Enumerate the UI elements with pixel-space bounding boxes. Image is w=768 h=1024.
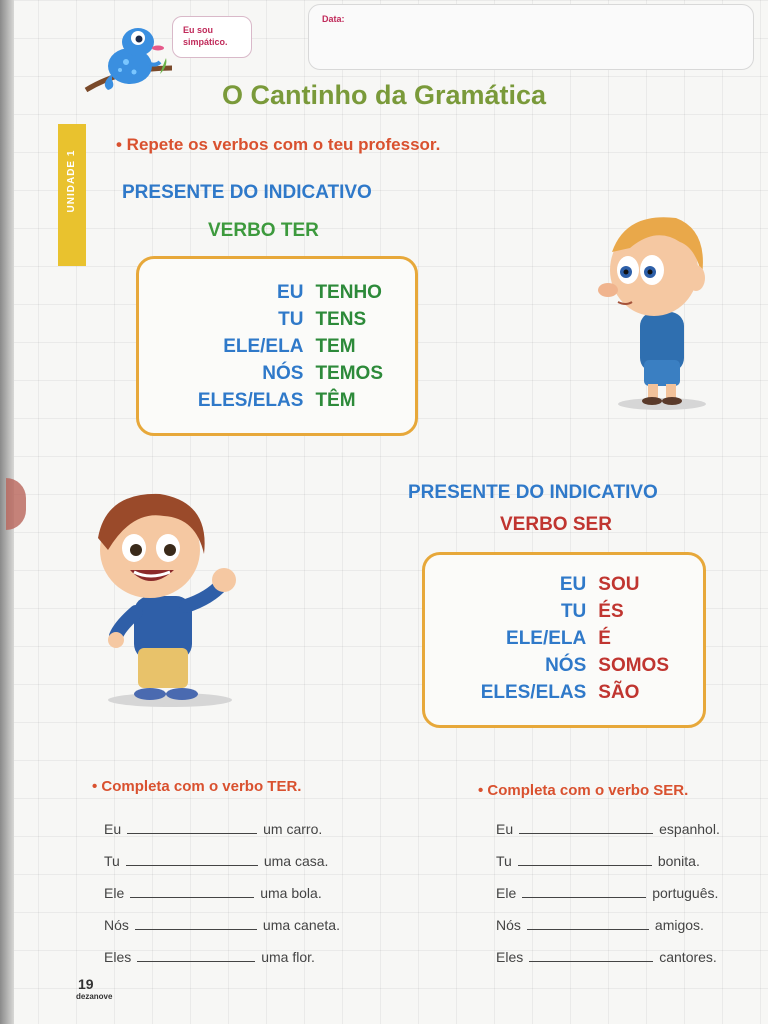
ter-heading: PRESENTE DO INDICATIVO: [122, 182, 372, 203]
pronoun: NÓS: [545, 655, 587, 676]
exercise-ending: uma caneta.: [262, 917, 340, 933]
unit-tab: [58, 124, 86, 266]
exercise-ser-row: [496, 948, 717, 965]
pronoun: ELES/ELAS: [197, 390, 304, 411]
exercise-subject: Eles: [496, 949, 524, 965]
verb-form: TEM: [315, 336, 356, 357]
answer-blank[interactable]: [518, 852, 652, 866]
exercise-subject: Eu: [104, 821, 122, 837]
binding-shadow: [6, 478, 26, 530]
exercise-ter-row: [104, 884, 322, 901]
pronoun: ELE/ELA: [506, 628, 587, 649]
pronoun: ELE/ELA: [223, 336, 304, 357]
verb-form: ÉS: [598, 601, 624, 622]
instruction: • Repete os verbos com o teu professor.: [116, 135, 441, 154]
verb-form: SOMOS: [598, 655, 669, 676]
date-label: Data:: [322, 14, 345, 24]
ter-verb-label: VERBO TER: [208, 220, 319, 241]
page-number: 19: [78, 976, 94, 992]
speech-bubble: [172, 16, 252, 58]
date-field[interactable]: [308, 4, 754, 70]
verb-form: TÊM: [315, 390, 356, 411]
exercise-ser-row: [496, 916, 704, 933]
answer-blank[interactable]: [519, 820, 653, 834]
exercise-subject: Tu: [496, 853, 512, 869]
exercise-subject: Nós: [104, 917, 129, 933]
exercise-ter-row: [104, 852, 328, 869]
ter-conjugation-table: [153, 279, 383, 414]
exercise-ser-row: [496, 852, 700, 869]
verb-form: SOU: [598, 574, 640, 595]
verb-form: TENS: [315, 309, 367, 330]
exercise-ending: uma casa.: [263, 853, 329, 869]
exercise-ending: uma bola.: [260, 885, 322, 901]
answer-blank[interactable]: [126, 852, 258, 866]
pronoun: EU: [559, 574, 587, 595]
exercise-ending: uma flor.: [261, 949, 315, 965]
verb-form: TEMOS: [315, 363, 383, 384]
exercise-subject: Tu: [104, 853, 120, 869]
speech-bubble-line: simpático.: [183, 37, 228, 47]
exercise-ending: um carro.: [263, 821, 323, 837]
exercise-ending: espanhol.: [659, 821, 720, 837]
verb-form: TENHO: [315, 282, 382, 303]
answer-blank[interactable]: [522, 884, 646, 898]
pronoun: TU: [560, 601, 587, 622]
exercise-ser-row: [496, 884, 718, 901]
ser-conjugation-box: [422, 552, 706, 728]
unit-label: UNIDADE 1: [66, 149, 77, 213]
boy-illustration-right: [596, 208, 716, 413]
verb-form: SÃO: [598, 682, 640, 703]
pronoun: ELES/ELAS: [480, 682, 587, 703]
exercise-ter-row: [104, 820, 322, 837]
page-number-word: dezanove: [76, 992, 113, 1001]
page-title: O Cantinho da Gramática: [222, 80, 547, 110]
ser-conjugation-table: [437, 571, 669, 706]
pronoun: EU: [277, 282, 304, 303]
answer-blank[interactable]: [130, 884, 254, 898]
answer-blank[interactable]: [529, 948, 653, 962]
exercise-ter-row: [104, 948, 315, 965]
exercise-ending: bonita.: [657, 853, 700, 869]
exercise-ending: amigos.: [654, 917, 704, 933]
exercise-subject: Nós: [496, 917, 521, 933]
verb-form: É: [598, 628, 611, 649]
ser-verb-label: VERBO SER: [500, 514, 612, 535]
ter-conjugation-box: [136, 256, 418, 436]
exercise-ser-title: • Completa com o verbo SER.: [478, 782, 689, 799]
exercise-subject: Eles: [104, 949, 132, 965]
exercise-ending: português.: [652, 885, 719, 901]
ser-heading: PRESENTE DO INDICATIVO: [408, 482, 658, 503]
exercise-ser-row: [496, 820, 720, 837]
pronoun: TU: [278, 309, 304, 330]
answer-blank[interactable]: [127, 820, 257, 834]
pronoun: NÓS: [262, 363, 304, 384]
boy-illustration-left: [86, 488, 246, 710]
exercise-ter-row: [104, 916, 340, 933]
exercise-subject: Ele: [496, 885, 517, 901]
exercise-ter-title: • Completa com o verbo TER.: [92, 778, 302, 795]
exercise-subject: Eu: [496, 821, 514, 837]
answer-blank[interactable]: [135, 916, 257, 930]
exercise-ending: cantores.: [659, 949, 717, 965]
answer-blank[interactable]: [137, 948, 255, 962]
chameleon-illustration: [82, 18, 176, 98]
speech-bubble-line: Eu sou: [183, 25, 214, 35]
exercise-subject: Ele: [104, 885, 125, 901]
answer-blank[interactable]: [527, 916, 649, 930]
